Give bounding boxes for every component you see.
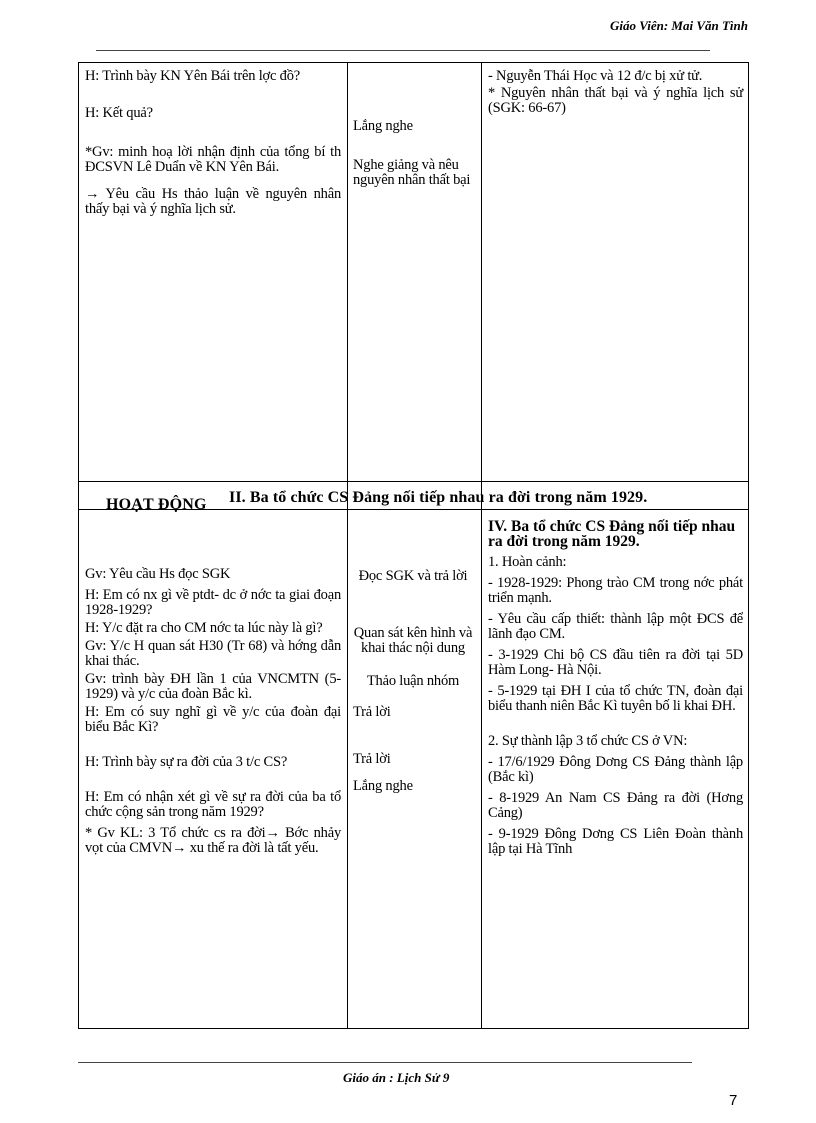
student-activity: Nghe giảng và nêu nguyên nhân thất bại — [353, 157, 471, 188]
bottom-student-column — [353, 569, 473, 800]
student-activity: Thảo luận nhóm — [366, 673, 460, 689]
teacher-question: H: Y/c đặt ra cho CM nớc ta lúc này là gì? — [85, 620, 323, 636]
student-activity: Lắng nghe — [353, 778, 413, 794]
top-student-column — [353, 119, 473, 194]
content-line: - 1928-1929: Phong trào CM trong nớc phát triển mạnh. — [488, 575, 743, 606]
lesson-table — [78, 62, 749, 1029]
header-teacher-name: Giáo Viên: Mai Văn Tình — [610, 18, 748, 33]
content-line: * Nguyên nhân thất bại và ý nghĩa lịch sử (SGK: 66-67) — [488, 85, 743, 116]
teacher-note: *Gv: minh hoạ lời nhận định của tổng bí th ĐCSVN Lê Duẩn về KN Yên Bái. — [85, 144, 341, 175]
teacher-instruction: Gv: trình bày ĐH lần 1 của VNCMTN (5-1929) và y/c của đoàn Bắc kì. — [85, 671, 341, 702]
teacher-instruction: Gv: Yêu cầu Hs đọc SGK — [85, 566, 231, 582]
teacher-task: → Yêu cầu Hs thảo luận về nguyên nhân thấy bại và ý nghĩa lịch sử. — [85, 186, 341, 217]
content-line: 1. Hoàn cảnh: — [488, 554, 567, 570]
content-line: - 9-1929 Đông Dơng CS Liên Đoàn thành lập tại Hà Tĩnh — [488, 826, 743, 857]
student-activity: Lắng nghe — [353, 118, 413, 134]
content-line: - Yêu cầu cấp thiết: thành lập một ĐCS để lãnh đạo CM. — [488, 611, 743, 642]
footer-divider — [78, 1062, 692, 1063]
student-activity: Trả lời — [353, 751, 391, 767]
student-activity: Quan sát kên hình và khai thác nội dung — [353, 625, 473, 656]
content-line: - 17/6/1929 Đông Dơng CS Đảng thành lập (Bắc kì) — [488, 754, 743, 785]
student-activity: Trả lời — [353, 704, 391, 720]
teacher-question: H: Trình bày KN Yên Bái trên lợc đồ? — [85, 68, 300, 84]
top-teacher-column — [85, 69, 341, 223]
footer-lesson-title: Giáo án : Lịch Sử 9 — [343, 1070, 450, 1085]
teacher-question: H: Trình bày sự ra đời của 3 t/c CS? — [85, 754, 288, 770]
content-line: - Nguyễn Thái Học và 12 đ/c bị xử tử. — [488, 68, 703, 84]
page-number: 7 — [729, 1092, 738, 1109]
content-line: - 5-1929 tại ĐH I của tổ chức TN, đoàn đại biểu thanh niên Bắc Kì tuyên bố li khai ĐH. — [488, 683, 743, 714]
teacher-question: H: Kết quả? — [85, 105, 153, 121]
bottom-teacher-column — [85, 567, 341, 862]
bottom-content-column — [488, 519, 743, 863]
activity-title: II. Ba tổ chức CS Đảng nối tiếp nhau ra đời trong năm 1929. — [229, 489, 648, 506]
teacher-conclusion: * Gv KL: 3 Tổ chức cs ra đời→ Bớc nhảy vọt của CMVN→ xu thế ra đời là tất yếu. — [85, 825, 341, 856]
teacher-question: H: Em có nx gì về ptdt- dc ở nớc ta giai đoạn 1928-1929? — [85, 587, 341, 618]
header-divider — [96, 50, 710, 51]
activity-label: HOẠT ĐỘNG — [106, 496, 207, 513]
teacher-question: H: Em có suy nghĩ gì về y/c của đoàn đại biểu Bắc Kì? — [85, 704, 341, 735]
teacher-question: H: Em có nhận xét gì về sự ra đời của ba tổ chức cộng sản trong năm 1929? — [85, 789, 341, 820]
content-line: - 3-1929 Chi bộ CS đầu tiên ra đời tại 5D Hàm Long- Hà Nội. — [488, 647, 743, 678]
activity-row — [79, 481, 748, 511]
top-content-column — [488, 69, 743, 122]
content-line: - 8-1929 An Nam CS Đảng ra đời (Hơng Cảng) — [488, 790, 743, 821]
column-divider — [481, 63, 482, 1028]
student-activity: Đọc SGK và trả lời — [358, 568, 468, 584]
section-heading: IV. Ba tổ chức CS Đảng nối tiếp nhau ra đời trong năm 1929. — [488, 518, 736, 550]
column-divider — [347, 63, 348, 1028]
content-line: 2. Sự thành lập 3 tổ chức CS ở VN: — [488, 733, 688, 749]
teacher-instruction: Gv: Y/c H quan sát H30 (Tr 68) và hớng dẫn khai thác. — [85, 638, 341, 669]
